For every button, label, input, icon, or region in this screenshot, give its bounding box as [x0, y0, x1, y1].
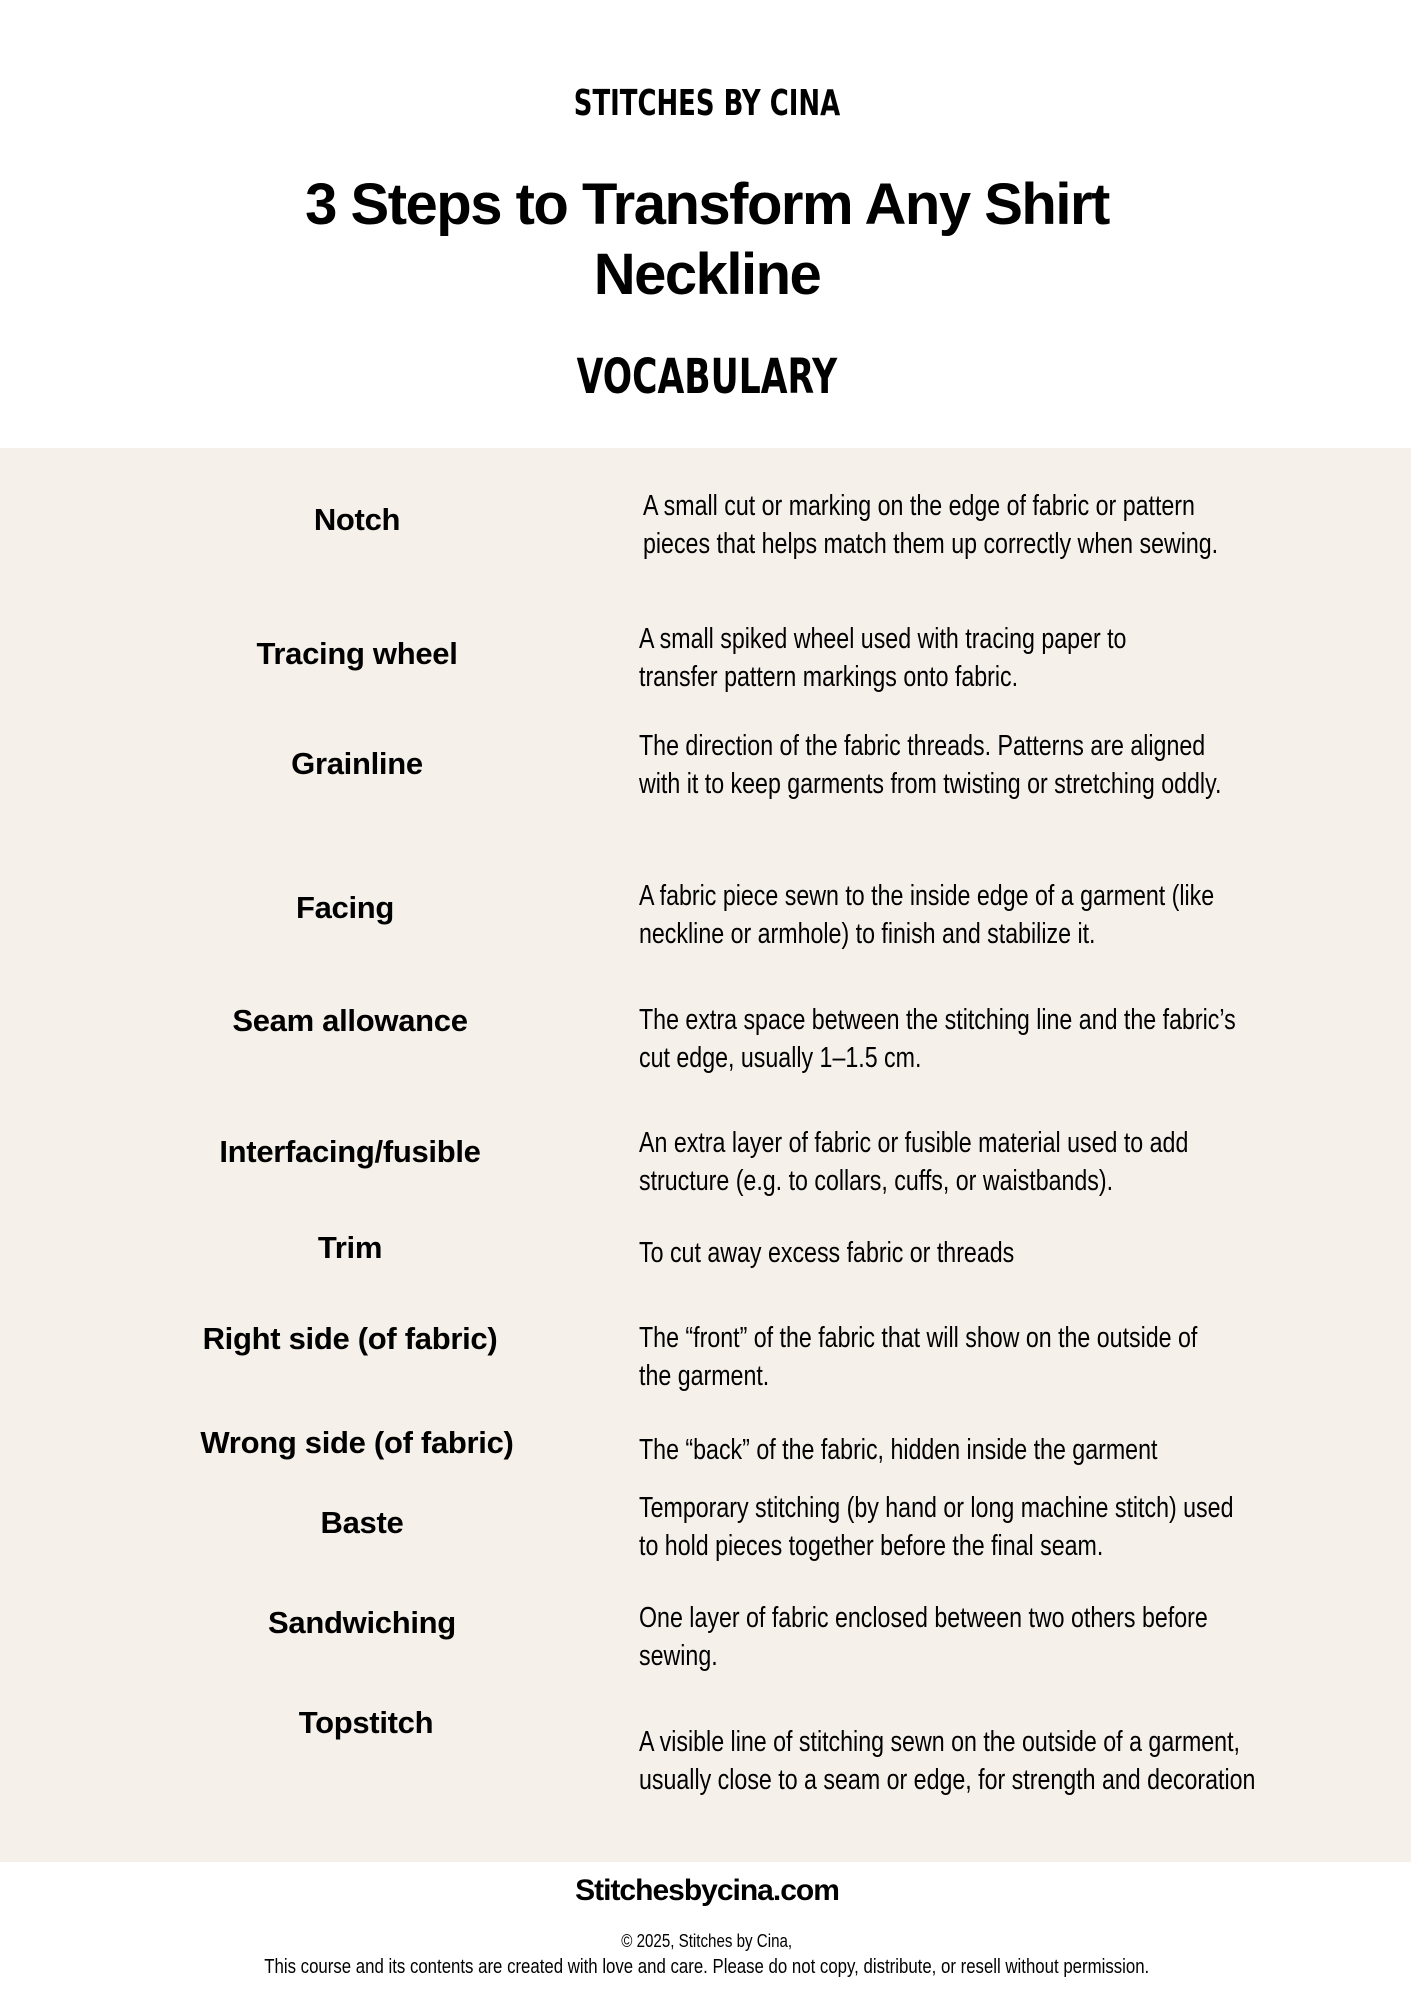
- term-right-side: Right side (of fabric): [202, 1321, 498, 1356]
- definition-grainline: [639, 727, 1221, 803]
- definition-line: A visible line of stitching sewn on the outside of a garment,: [639, 1726, 1240, 1758]
- definition-line: An extra layer of fabric or fusible material used to add: [639, 1127, 1189, 1159]
- definition-line: A small cut or marking on the edge of fabric or pattern: [643, 490, 1195, 522]
- definition-line: A small spiked wheel used with tracing paper to: [639, 623, 1127, 655]
- brand-name: [0, 84, 1414, 124]
- definition-line: sewing.: [639, 1640, 718, 1672]
- term-wrong-side: Wrong side (of fabric): [200, 1425, 514, 1460]
- definition-topstitch: [639, 1723, 1255, 1799]
- definition-line: A fabric piece sewn to the inside edge of a garment (like: [639, 880, 1215, 912]
- definition-notch: [643, 487, 1218, 563]
- definition-line: pieces that helps match them up correctly when sewing.: [643, 528, 1219, 560]
- definition-line: The “front” of the fabric that will show on the outside of: [639, 1322, 1198, 1354]
- term-tracing-wheel: Tracing wheel: [256, 636, 458, 671]
- brand-text: STITCHES BY CINA: [573, 83, 841, 124]
- definition-line: To cut away excess fabric or threads: [639, 1237, 1015, 1269]
- definition-wrong-side: [639, 1431, 1157, 1469]
- definition-line: One layer of fabric enclosed between two others before: [639, 1602, 1208, 1634]
- definition-line: structure (e.g. to collars, cuffs, or waistbands).: [639, 1165, 1114, 1197]
- definition-facing: [639, 877, 1214, 953]
- definition-line: neckline or armhole) to finish and stabilize it.: [639, 918, 1096, 950]
- definition-line: with it to keep garments from twisting or stretching oddly.: [639, 768, 1222, 800]
- definition-line: The extra space between the stitching line and the fabric’s: [639, 1004, 1236, 1036]
- copyright-notice: [0, 1929, 1414, 1953]
- term-sandwiching: Sandwiching: [268, 1605, 456, 1640]
- definition-seam-allowance: [639, 1001, 1236, 1077]
- section-heading: [0, 349, 1414, 405]
- term-topstitch: Topstitch: [298, 1705, 434, 1740]
- section-heading-text: VOCABULARY: [576, 349, 838, 405]
- definition-interfacing-fusible: [639, 1124, 1188, 1200]
- definition-line: usually close to a seam or edge, for strength and decoration: [639, 1764, 1256, 1796]
- term-grainline: Grainline: [291, 746, 423, 781]
- definition-line: to hold pieces together before the final seam.: [639, 1530, 1104, 1562]
- definition-line: The “back” of the fabric, hidden inside the garment: [639, 1434, 1158, 1466]
- disclaimer-notice: [0, 1955, 1414, 1979]
- copyright-text: © 2025, Stitches by Cina,: [621, 1931, 793, 1951]
- definition-right-side: [639, 1319, 1197, 1395]
- definition-tracing-wheel: [639, 620, 1126, 696]
- definition-baste: [639, 1489, 1233, 1565]
- definition-line: cut edge, usually 1–1.5 cm.: [639, 1042, 922, 1074]
- term-baste: Baste: [320, 1505, 404, 1540]
- term-interfacing-fusible: Interfacing/fusible: [219, 1134, 481, 1169]
- title-line-1: 3 Steps to Transform Any Shirt: [305, 172, 1109, 237]
- title-line-2: Neckline: [593, 242, 821, 307]
- definition-line: transfer pattern markings onto fabric.: [639, 661, 1019, 693]
- definition-sandwiching: [639, 1599, 1208, 1675]
- website-link[interactable]: Stitchesbycina.com: [575, 1874, 839, 1907]
- definition-line: The direction of the fabric threads. Patterns are aligned: [639, 730, 1206, 762]
- term-trim: Trim: [317, 1230, 383, 1265]
- term-seam-allowance: Seam allowance: [232, 1003, 468, 1038]
- disclaimer-text: This course and its contents are created with love and care. Please do not copy, distribute, or resell without permission.: [264, 1956, 1150, 1978]
- definition-trim: [639, 1234, 1014, 1272]
- definition-line: the garment.: [639, 1360, 770, 1392]
- page-title: [0, 170, 1414, 310]
- definition-line: Temporary stitching (by hand or long machine stitch) used: [639, 1492, 1234, 1524]
- term-notch: Notch: [313, 502, 401, 537]
- term-facing: Facing: [295, 890, 395, 925]
